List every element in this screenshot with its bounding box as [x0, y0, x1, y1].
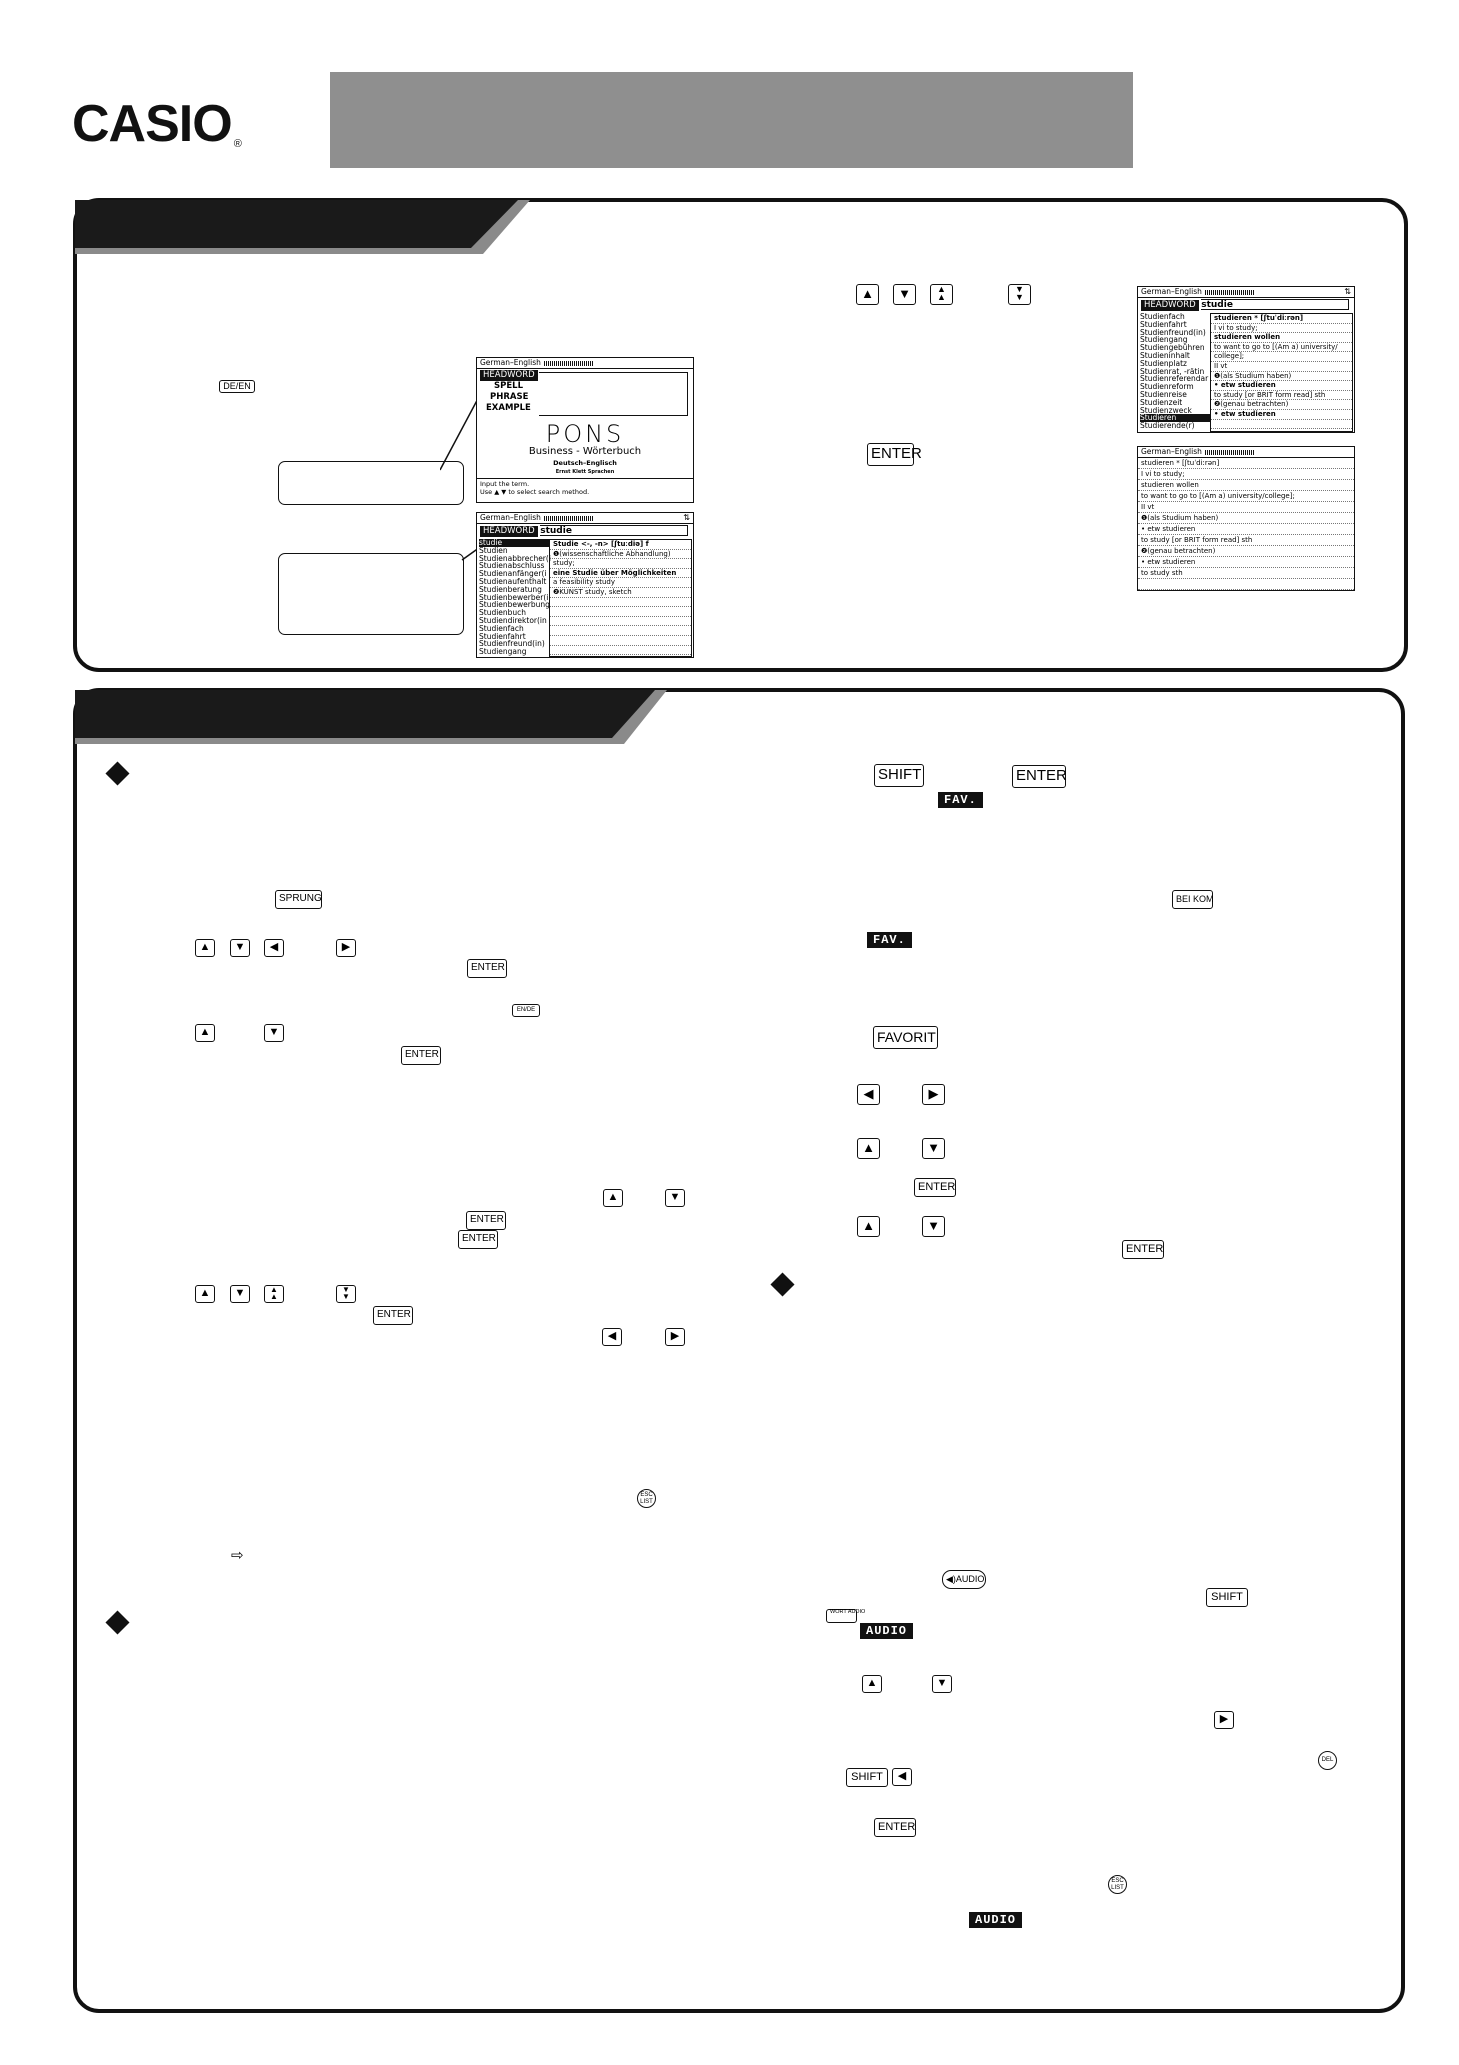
headword-list-item[interactable]: Studierende(r): [1140, 421, 1195, 431]
headword-list-item[interactable]: Studiengebühren: [1140, 343, 1205, 353]
definition-line: ❷KUNST study, sketch: [550, 588, 691, 598]
sprung-key[interactable]: SPRUNG: [275, 890, 322, 909]
enter-key[interactable]: ENTER: [466, 1211, 506, 1230]
definition-preview: [549, 539, 692, 657]
audio-badge: AUDIO: [969, 1912, 1022, 1928]
right-arrow-key[interactable]: ▶: [336, 939, 356, 957]
enter-key[interactable]: ENTER: [373, 1306, 413, 1325]
registered-mark: ®: [233, 138, 241, 150]
definition-line: II vt: [1138, 502, 1354, 513]
down-arrow-key[interactable]: ▼: [230, 1285, 250, 1303]
definition-preview: [1210, 313, 1353, 432]
hint-line-2: Use ▲ ▼ to select search method.: [480, 488, 590, 496]
right-arrow-key[interactable]: ▶: [922, 1084, 945, 1105]
top-panel: [73, 198, 1408, 672]
page-down-key[interactable]: ▼ ▼: [336, 1285, 356, 1303]
enter-key[interactable]: ENTER: [401, 1046, 441, 1065]
headword-list-item[interactable]: Studienrat, -rätin: [1140, 366, 1205, 376]
headword-list-item[interactable]: Studienreise: [1140, 389, 1187, 399]
empty-line: [1138, 590, 1354, 591]
esc-list-key[interactable]: ESC LIST: [637, 1489, 656, 1508]
up-arrow-key[interactable]: ▲: [195, 1024, 215, 1042]
up-arrow-key[interactable]: ▲: [857, 1216, 880, 1237]
definition-line: to study [or BRIT form read] sth: [1138, 535, 1354, 546]
empty-line: [550, 617, 691, 627]
definition-line: study;: [550, 559, 691, 569]
definition-line: to want to go to [(Am a) university/: [1211, 343, 1352, 353]
headword-list[interactable]: [479, 539, 549, 656]
enter-key[interactable]: ENTER: [914, 1178, 956, 1197]
up-arrow-key[interactable]: ▲: [195, 939, 215, 957]
empty-line: [550, 626, 691, 636]
definition-line: ❶(als Studium haben): [1211, 372, 1352, 382]
casio-logo: [72, 95, 241, 153]
down-arrow-key[interactable]: ▼: [932, 1675, 952, 1693]
definition-line: ❷(genau betrachten): [1138, 546, 1354, 557]
headword-list-item[interactable]: Studien: [479, 545, 508, 555]
empty-line: [550, 598, 691, 608]
esc-list-key[interactable]: ESC LIST: [1108, 1875, 1127, 1894]
headword-list-item[interactable]: Studienbuch: [479, 608, 527, 618]
reference-arrow-icon: ⇨: [231, 1547, 244, 1564]
logo-text: CASIO: [72, 95, 232, 153]
headword-list-item[interactable]: Studienreform: [1140, 382, 1194, 392]
down-arrow-key[interactable]: ▼: [230, 939, 250, 957]
bottom-panel: [73, 688, 1405, 2013]
page-down-key[interactable]: ▼ ▼: [1008, 284, 1031, 305]
down-arrow-key[interactable]: ▼: [264, 1024, 284, 1042]
definition-line: college];: [1211, 352, 1352, 362]
enter-key[interactable]: ENTER: [1012, 765, 1066, 788]
beikom-key[interactable]: BEI KOM: [1172, 890, 1213, 909]
shift-key[interactable]: SHIFT: [874, 764, 924, 787]
dictionary-lang: Deutsch–Englisch: [553, 459, 617, 467]
definition-line: • etw studieren: [1138, 524, 1354, 535]
callout-box-2: [278, 553, 464, 635]
headword-list-item[interactable]: Studiengang: [1140, 335, 1188, 345]
top-panel-tab: [75, 200, 535, 256]
lcd-header: German–English: [1141, 287, 1202, 296]
definition-line: to study sth: [1138, 568, 1354, 579]
shift-key[interactable]: SHIFT: [1206, 1588, 1248, 1607]
headword-list-item[interactable]: Studienfreund(in): [1140, 327, 1206, 337]
lcd-header: German–English: [480, 513, 541, 522]
headword-list-item[interactable]: Studienzeit: [1140, 397, 1183, 407]
definition-line: studieren * [ʃtuˈdiːrən]: [1138, 458, 1354, 469]
left-arrow-key[interactable]: ◀: [264, 939, 284, 957]
up-arrow-key[interactable]: ▲: [195, 1285, 215, 1303]
headword-list-item[interactable]: Studienfahrt: [479, 631, 526, 641]
word-audio-label: WORT AUDIO: [830, 1609, 866, 1615]
headword-list-item[interactable]: Studienbewerber(i: [479, 592, 549, 602]
lcd-screen-start: [476, 357, 694, 503]
enter-key[interactable]: ENTER: [867, 443, 914, 466]
definition-line: eine Studie über Möglichkeiten: [550, 569, 691, 579]
shift-key[interactable]: SHIFT: [846, 1768, 888, 1787]
lcd-header: German–English: [480, 358, 541, 367]
word-audio-key[interactable]: [826, 1609, 866, 1623]
enter-key[interactable]: ENTER: [1122, 1240, 1164, 1259]
headword-list-item[interactable]: Studienzweck: [1140, 405, 1192, 415]
en-de-key[interactable]: EN/DE: [512, 1004, 540, 1017]
empty-line: [550, 607, 691, 617]
headword-list-item[interactable]: Studienabbrecher(i: [479, 553, 551, 563]
lcd-screen-definition: [1137, 446, 1355, 591]
mode-example: EXAMPLE: [486, 403, 531, 413]
headword-list-item[interactable]: Studienabschluss: [479, 561, 545, 571]
dictionary-subtitle: Business - Wörterbuch: [528, 446, 642, 457]
definition-line: • etw studieren: [1138, 557, 1354, 568]
empty-line: [550, 636, 691, 646]
headword-list[interactable]: [1140, 313, 1210, 430]
definition-line: • etw studieren: [1211, 381, 1352, 391]
down-arrow-key[interactable]: ▼: [893, 284, 916, 305]
favorit-key[interactable]: FAVORIT: [873, 1026, 938, 1049]
right-arrow-key[interactable]: ▶: [1214, 1711, 1234, 1729]
empty-line: [550, 655, 691, 658]
lcd-screen-list: [1137, 286, 1355, 433]
headword-list-item[interactable]: Studienplatz: [1140, 358, 1187, 368]
empty-line: [1211, 429, 1352, 433]
mode-spell: SPELL: [494, 381, 523, 391]
de-en-key[interactable]: DE/EN: [219, 380, 255, 393]
search-input-value[interactable]: studie: [1201, 300, 1233, 310]
up-arrow-key[interactable]: ▲: [603, 1189, 623, 1207]
empty-line: [550, 646, 691, 656]
definition-line: ❶(wissenschaftliche Abhandlung): [550, 550, 691, 560]
empty-line: [1138, 579, 1354, 590]
definition-line: ❷(genau betrachten): [1211, 400, 1352, 410]
headword-list-item[interactable]: Studienfreund(in): [479, 639, 545, 649]
title-bar: [330, 72, 1133, 168]
enter-key[interactable]: ENTER: [874, 1818, 916, 1837]
definition-line: studieren * [ʃtuˈdiːrən]: [1211, 314, 1352, 324]
left-arrow-key[interactable]: ◀: [892, 1768, 912, 1786]
headword-list-item[interactable]: Studieninhalt: [1140, 350, 1190, 360]
headword-list-item[interactable]: Studienfach: [1140, 312, 1185, 321]
definition-full: [1138, 458, 1354, 591]
headword-list-item[interactable]: Studienfahrt: [1140, 319, 1187, 329]
headword-list-item[interactable]: Studiendirektor(in: [479, 615, 547, 625]
headword-list-item[interactable]: Studiengang: [479, 647, 527, 657]
hint-line-1: Input the term.: [480, 480, 530, 488]
enter-key[interactable]: ENTER: [467, 959, 507, 978]
definition-line: ❶(als Studium haben): [1138, 513, 1354, 524]
up-arrow-key[interactable]: ▲: [857, 1138, 880, 1159]
del-key[interactable]: DEL: [1318, 1751, 1337, 1770]
callout-box-1: [278, 461, 464, 505]
definition-line: I vi to study;: [1211, 324, 1352, 334]
lcd-screen-search: [476, 512, 694, 658]
down-arrow-key[interactable]: ▼: [665, 1189, 685, 1207]
up-arrow-key[interactable]: ▲: [856, 284, 879, 305]
bottom-panel-tab: [75, 690, 675, 746]
page-up-key[interactable]: ▲ ▲: [264, 1285, 284, 1303]
definition-line: II vt: [1211, 362, 1352, 372]
mode-headword: HEADWORD: [480, 370, 538, 381]
headword-list-item[interactable]: Studienanfänger(i: [479, 569, 547, 579]
definition-line: studieren wollen: [1211, 333, 1352, 343]
definition-line: a feasibility study: [550, 578, 691, 588]
headword-list-item[interactable]: Studienaufenthalt: [479, 576, 547, 586]
empty-line: [1211, 420, 1352, 430]
speaker-icon: ◀): [946, 1574, 956, 1584]
definition-line: I vi to study;: [1138, 469, 1354, 480]
audio-key-label: AUDIO: [955, 1574, 985, 1584]
right-arrow-key[interactable]: ▶: [665, 1328, 685, 1346]
dictionary-publisher: Ernst Klett Sprachen: [555, 469, 615, 475]
headword-list-item[interactable]: studie: [479, 539, 549, 547]
down-arrow-key[interactable]: ▼: [922, 1138, 945, 1159]
fav-badge: FAV.: [938, 792, 983, 808]
search-input-value[interactable]: studie: [540, 526, 572, 536]
mode-headword: HEADWORD: [1141, 300, 1199, 311]
scroll-updown-icon: ⇅: [1344, 287, 1351, 296]
audio-badge: AUDIO: [860, 1623, 913, 1639]
up-arrow-key[interactable]: ▲: [862, 1675, 882, 1693]
scroll-updown-icon: ⇅: [683, 513, 690, 522]
mode-headword: HEADWORD: [480, 526, 538, 537]
pons-logo: PONS: [545, 420, 625, 448]
definition-line: to study [or BRIT form read] sth: [1211, 391, 1352, 401]
mode-phrase: PHRASE: [490, 392, 529, 402]
left-arrow-key[interactable]: ◀: [602, 1328, 622, 1346]
down-arrow-key[interactable]: ▼: [922, 1216, 945, 1237]
fav-badge: FAV.: [867, 932, 912, 948]
enter-key[interactable]: ENTER: [458, 1230, 498, 1249]
audio-key[interactable]: [942, 1570, 986, 1589]
definition-line: studieren wollen: [1138, 480, 1354, 491]
definition-line: Studie <-, -n> [ʃtuːdiə] f: [550, 540, 691, 550]
definition-line: to want to go to [(Am a) university/college];: [1138, 491, 1354, 502]
lcd-header: German–English: [1141, 447, 1202, 456]
headword-list-item[interactable]: Studienfach: [479, 623, 524, 633]
headword-list-item[interactable]: Studieren: [1140, 414, 1210, 422]
headword-list-item[interactable]: Studienberatung: [479, 584, 542, 594]
definition-line: • etw studieren: [1211, 410, 1352, 420]
headword-list-item[interactable]: Studienreferendar: [1140, 374, 1209, 384]
left-arrow-key[interactable]: ◀: [857, 1084, 880, 1105]
page-up-key[interactable]: ▲ ▲: [930, 284, 953, 305]
headword-list-item[interactable]: Studienbewerbung: [479, 600, 550, 610]
